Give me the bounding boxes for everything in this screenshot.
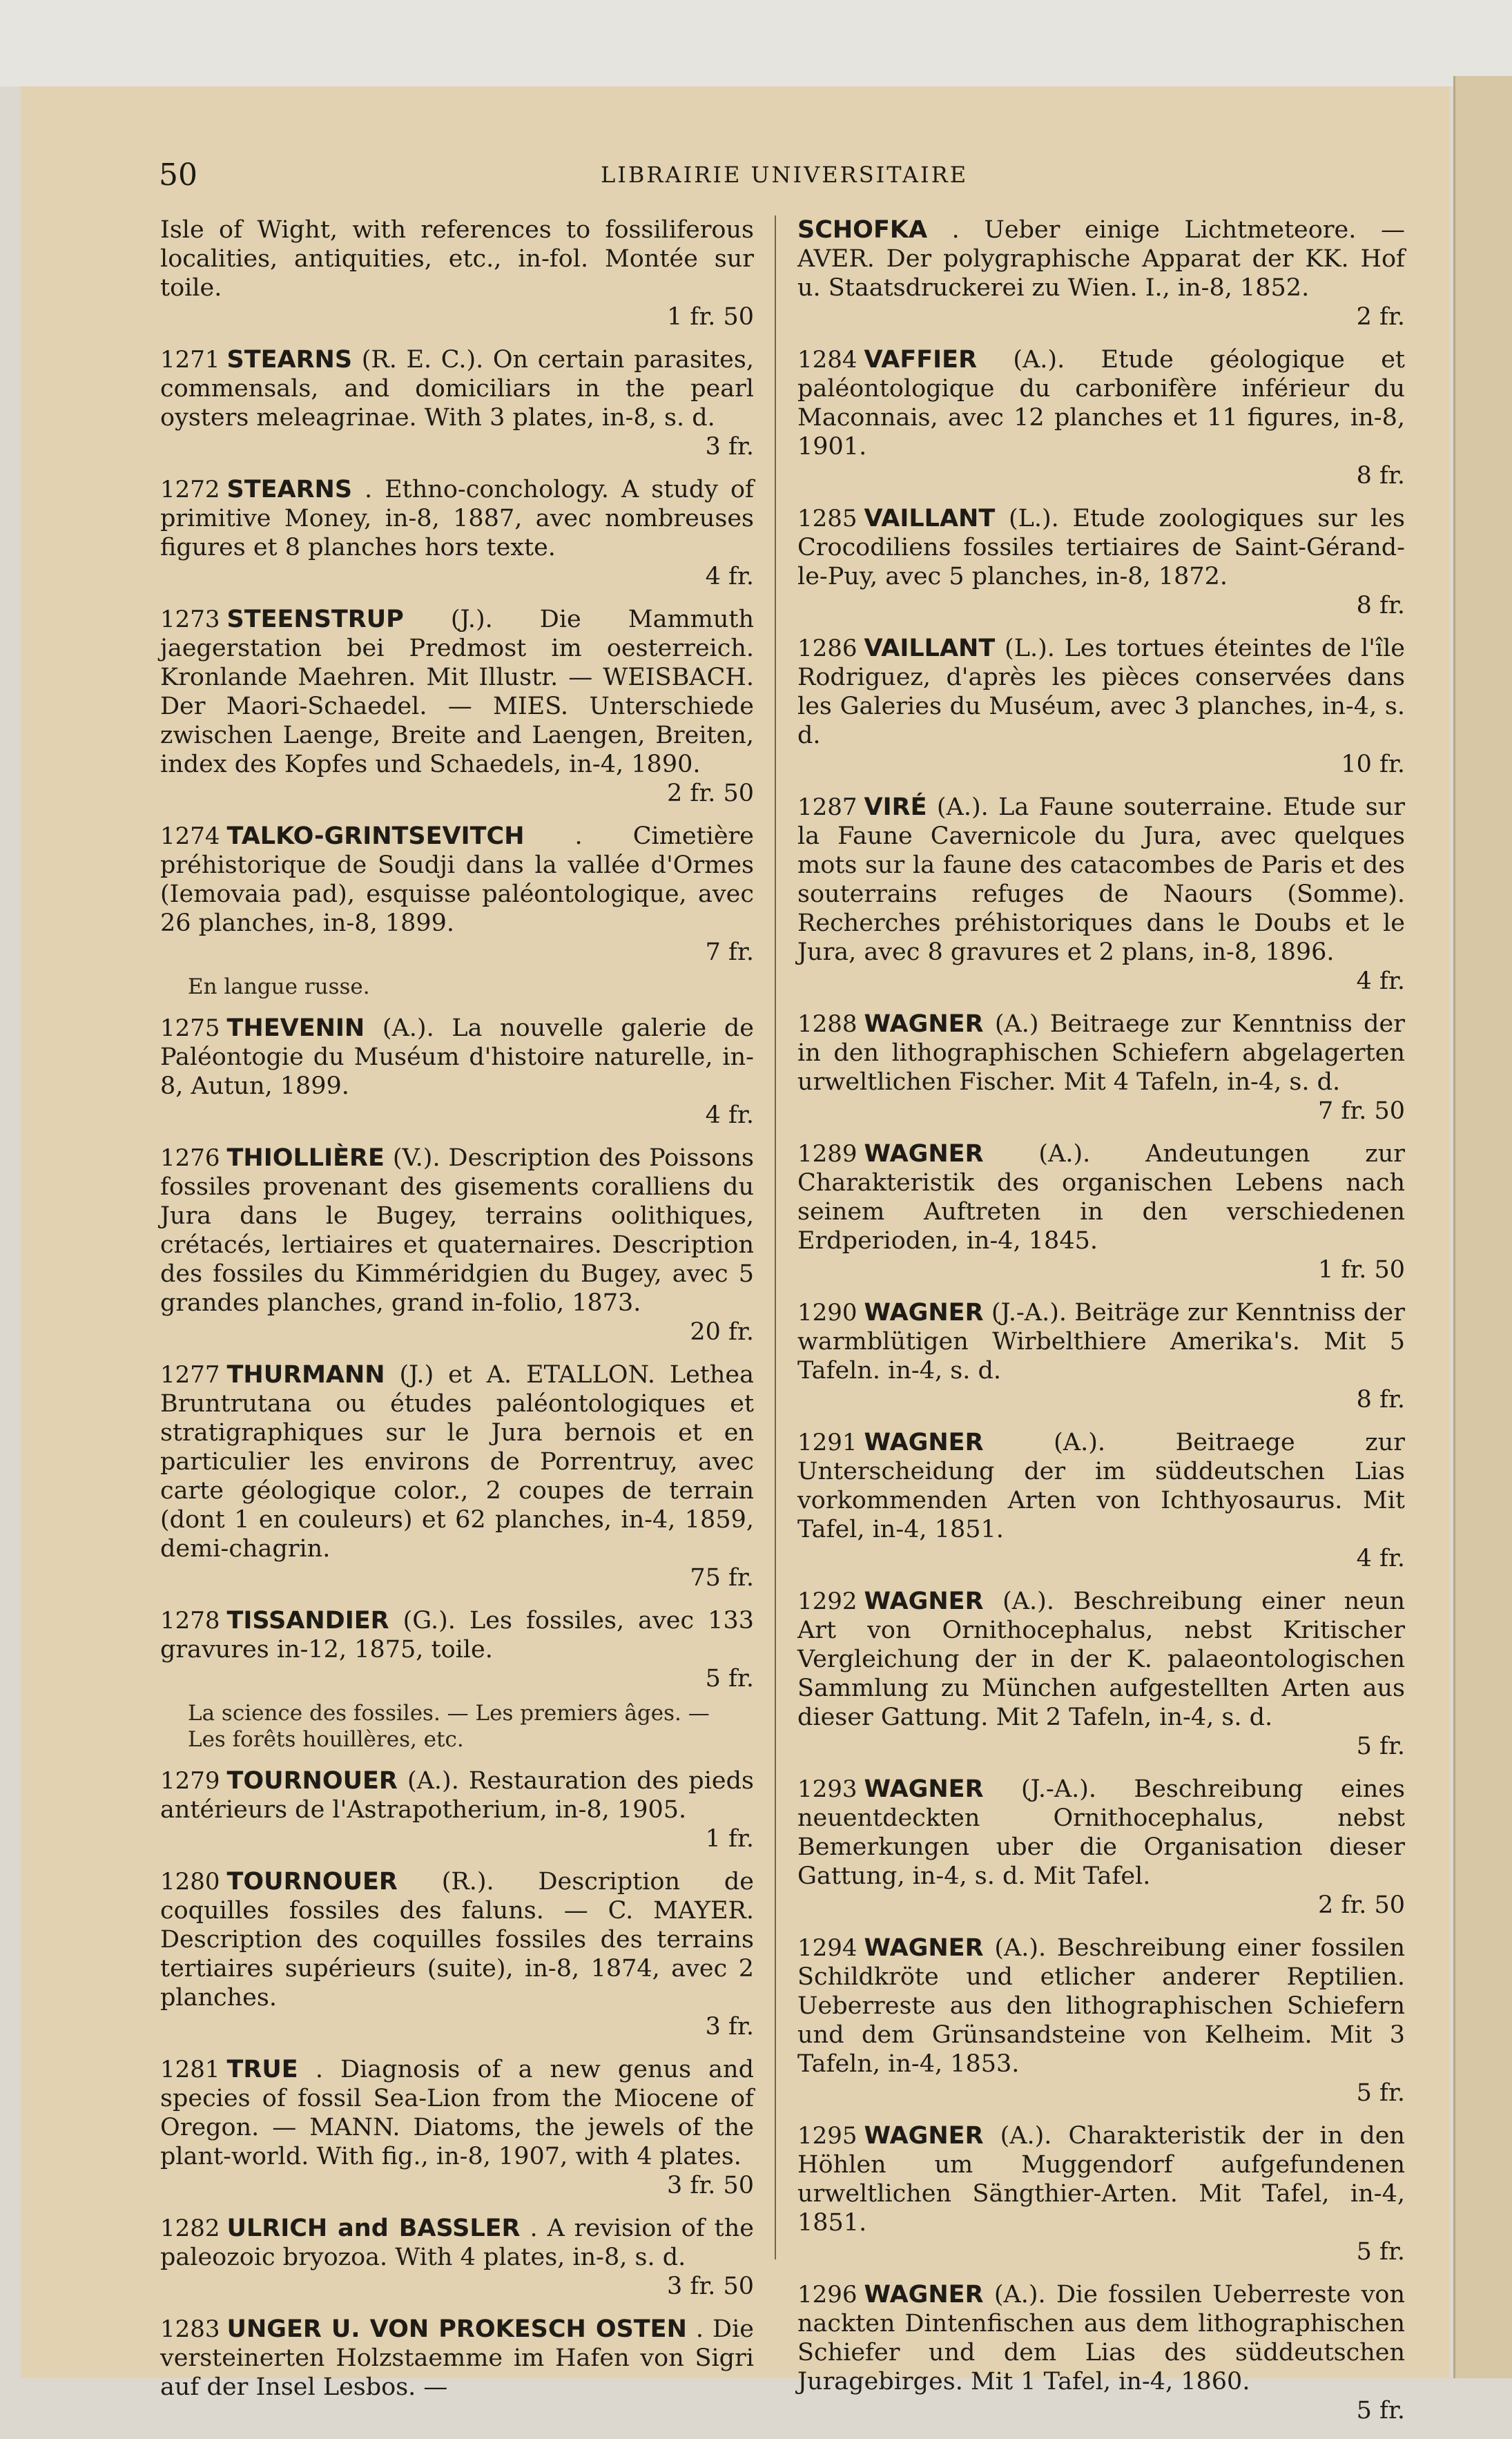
entry-text: . Cimetière préhistorique de Soudji dans la vallée d'Ormes (Iemovaia pad), esquisse paléontologique, avec 26 planches, in-8, 1899.: [160, 822, 754, 937]
entry-text: (A.). Charakteristik der in den Höhlen um Muggendorf aufgefundenen urweltlichen Sängthier-Arten. Mit Tafel, in-4, 1851.: [797, 2122, 1405, 2237]
entry-text: . A revision of the paleozoic bryozoa. With 4 plates, in-8, s. d.: [160, 2215, 754, 2271]
entry-text: Isle of Wight, with references to fossiliferous localities, antiquities, etc., in-fol. Montée sur toile.: [160, 216, 754, 302]
catalog-entry: [160, 1867, 754, 2041]
entry-text: . Die versteinerten Holzstaemme im Hafen von Sigri auf der Insel Lesbos. —: [160, 2315, 754, 2401]
scan-background: [0, 0, 1512, 86]
entry-number: 1285: [797, 505, 857, 532]
catalog-entry: [797, 504, 1405, 620]
entry-text: (L.). Les tortues éteintes de l'île Rodriguez, d'après les pièces conservées dans les Galeries du Muséum, avec 3 planches, in-4, s. d.: [797, 635, 1405, 749]
catalog-entry: [160, 1606, 754, 1693]
entry-text: (G.). Les fossiles, avec 133 gravures in-12, 1875, toile.: [160, 1607, 754, 1664]
entry-price: 2 fr. 50: [666, 780, 754, 807]
entry-number: 1279: [160, 1767, 220, 1795]
entry-author: THIOLLIÈRE: [226, 1144, 385, 1172]
page-number: 50: [159, 157, 197, 193]
entry-text: (R.). Description de coquilles fossiles des faluns. — C. MAYER. Description des coquilles fossiles des terrains tertiaires supérieurs (suite), in-8, 1874, avec 2 planches.: [160, 1868, 754, 2012]
entry-price: 7 fr. 50: [1317, 1097, 1405, 1125]
entry-number: 1295: [797, 2122, 857, 2150]
catalog-entry: [797, 1775, 1405, 1920]
entry-author: VAILLANT: [864, 505, 996, 532]
catalog-entry: [797, 2280, 1405, 2425]
entry-text: (A.). Etude géologique et paléontologique du carbonifère inférieur du Maconnais, avec 12 planches et 11 figures, in-8, 1901.: [797, 346, 1405, 461]
entry-number: 1271: [160, 346, 220, 374]
entry-author: TRUE: [226, 2056, 298, 2083]
entry-text: (R. E. C.). On certain parasites, commensals, and domiciliars in the pearl oysters meleagrinae. With 3 plates, in-8, s. d.: [160, 346, 754, 432]
catalog-entry: [160, 1144, 754, 1347]
catalog-entry: [160, 605, 754, 808]
entry-author: TOURNOUER: [226, 1868, 398, 1896]
entry-author: STEARNS: [226, 346, 353, 374]
entry-number: 1290: [797, 1299, 857, 1327]
entry-price: 3 fr. 50: [666, 2172, 754, 2199]
left-column: [160, 215, 754, 2416]
catalog-entry: [797, 345, 1405, 490]
entry-price: 3 fr. 50: [666, 2273, 754, 2300]
entry-number: 1275: [160, 1014, 220, 1042]
entry-author: WAGNER: [864, 1429, 984, 1456]
entry-number: 1278: [160, 1607, 220, 1635]
entry-price: 5 fr.: [1356, 2397, 1405, 2424]
entry-author: WAGNER: [864, 1299, 984, 1327]
entry-number: 1276: [160, 1144, 220, 1172]
entry-number: 1277: [160, 1361, 220, 1389]
entry-number: 1294: [797, 1934, 857, 1962]
entry-price: 1 fr. 50: [666, 303, 754, 331]
catalog-entry: [797, 215, 1405, 331]
entry-author: WAGNER: [864, 1588, 984, 1615]
entry-price: 7 fr.: [705, 938, 754, 966]
entry-price: 5 fr.: [705, 1665, 754, 1693]
entry-price: 8 fr.: [1356, 1386, 1405, 1414]
entry-number: 1280: [160, 1868, 220, 1896]
entry-number: 1293: [797, 1775, 857, 1803]
entry-price: 5 fr.: [1356, 2079, 1405, 2107]
entry-author: VIRÉ: [864, 793, 927, 821]
entry-author: WAGNER: [864, 1775, 984, 1803]
entry-text: (A.) Beitraege zur Kenntniss der in den lithographischen Schiefern abgelagerten urweltlichen Fischer. Mit 4 Tafeln, in-4, s. d.: [797, 1010, 1405, 1096]
catalog-entry: [160, 2315, 754, 2402]
entry-author: WAGNER: [864, 2122, 984, 2150]
entry-price: 2 fr. 50: [1317, 1891, 1405, 1919]
catalog-entry: [160, 345, 754, 461]
catalog-entry: [160, 1014, 754, 1130]
catalog-entry: [797, 793, 1405, 996]
entry-text: (A.). Beitraege zur Unterscheidung der im süddeutschen Lias vorkommenden Arten von Ichthyosaurus. Mit Tafel, in-4, 1851.: [797, 1429, 1405, 1543]
entry-number: 1287: [797, 793, 857, 821]
note-text: La science des fossiles. — Les premiers âges. — Les forêts houillères, etc.: [188, 1701, 710, 1752]
entry-price: 4 fr.: [1356, 1545, 1405, 1572]
entry-author: THEVENIN: [226, 1014, 365, 1042]
catalog-entry: [160, 822, 754, 967]
entry-text: (A.). Restauration des pieds antérieurs de l'Astrapotherium, in-8, 1905.: [160, 1767, 754, 1824]
entry-author: WAGNER: [864, 1010, 984, 1038]
catalog-entry: [797, 1139, 1405, 1284]
note-text: En langue russe.: [188, 974, 370, 999]
catalog-entry: [797, 2121, 1405, 2266]
entry-number: 1289: [797, 1140, 857, 1168]
entry-text: (A.). Beschreibung einer neun Art von Ornithocephalus, nebst Kritischer Vergleichung der in der K. palaeontologischen Sammlung zu München aufgestellten Arten aus dieser Gattung. Mit 2 Tafeln, in-4, s. d.: [797, 1588, 1405, 1731]
entry-text: (L.). Etude zoologiques sur les Crocodiliens fossiles tertiaires de Saint-Gérand-le-Puy, avec 5 planches, in-8, 1872.: [797, 505, 1405, 590]
entry-number: 1283: [160, 2315, 220, 2343]
catalog-note: [160, 974, 754, 1000]
entry-text: . Diagnosis of a new genus and species of fossil Sea-Lion from the Miocene of Oregon. — MANN. Diatoms, the jewels of the plant-world. With fig., in-8, 1907, with 4 plates.: [160, 2056, 754, 2170]
entry-number: 1272: [160, 476, 220, 503]
entry-number: 1292: [797, 1588, 857, 1615]
catalog-entry: [797, 1010, 1405, 1126]
entry-price: 1 fr. 50: [1317, 1256, 1405, 1284]
entry-price: 3 fr.: [705, 433, 754, 461]
entry-text: (A.). Die fossilen Ueberreste von nackten Dintenfischen aus dem lithographischen Schiefer und dem Lias des süddeutschen Juragebirges. Mit 1 Tafel, in-4, 1860.: [797, 2281, 1405, 2395]
entry-number: 1288: [797, 1010, 857, 1038]
entry-price: 5 fr.: [1356, 2238, 1405, 2266]
entry-author: STEENSTRUP: [226, 606, 404, 633]
catalog-entry: [160, 475, 754, 591]
entry-price: 10 fr.: [1341, 751, 1405, 778]
entry-number: 1286: [797, 635, 857, 662]
entry-text: (J.) et A. ETALLON. Lethea Bruntrutana ou études paléontologiques et stratigraphiques sur le Jura bernois et en particulier les environs de Porrentruy, avec carte géologique color., 2 coupes de terrain (dont 1 en couleurs) et 62 planches, in-4, 1859, demi-chagrin.: [160, 1361, 754, 1563]
entry-number: 1281: [160, 2056, 220, 2083]
catalog-entry: [797, 1298, 1405, 1414]
entry-price: 2 fr.: [1356, 303, 1405, 331]
entry-author: ULRICH and BASSLER: [226, 2215, 521, 2242]
catalog-entry: [160, 2214, 754, 2301]
right-column: [797, 215, 1405, 2439]
entry-author: WAGNER: [864, 1934, 984, 1962]
entry-text: (J.). Die Mammuth jaegerstation bei Predmost im oesterreich. Kronlande Maehren. Mit Illustr. — WEISBACH. Der Maori-Schaedel. — MIES. Unterschiede zwischen Laenge, Breite and Laengen, Breiten, index des Kopfes und Schaedels, in-4, 1890.: [160, 606, 754, 778]
catalog-note: [160, 1700, 754, 1753]
entry-author: SCHOFKA: [797, 216, 928, 244]
entry-price: 8 fr.: [1356, 592, 1405, 619]
entry-author: VAILLANT: [864, 635, 996, 662]
entry-number: 1296: [797, 2281, 857, 2308]
catalog-entry: [797, 1934, 1405, 2108]
entry-author: TISSANDIER: [226, 1607, 389, 1635]
catalog-entry: [160, 1360, 754, 1592]
entry-text: (J.-A.). Beschreibung eines neuentdeckten Ornithocephalus, nebst Bemerkungen uber die Organisation dieser Gattung, in-4, s. d. Mit Tafel.: [797, 1775, 1405, 1890]
catalog-entry: [797, 1587, 1405, 1761]
entry-price: 20 fr.: [690, 1318, 754, 1346]
entry-price: 3 fr.: [705, 2013, 754, 2041]
entry-text: (A.). La nouvelle galerie de Paléontogie du Muséum d'histoire naturelle, in-8, Autun, 1899.: [160, 1014, 754, 1100]
next-page-edge: [1453, 76, 1512, 2378]
entry-price: 5 fr.: [1356, 1733, 1405, 1760]
entry-number: 1291: [797, 1429, 857, 1456]
entry-author: TALKO-GRINTSEVITCH: [226, 822, 525, 850]
entry-text: (A.). Beschreibung einer fossilen Schildkröte und etlicher anderer Reptilien. Ueberreste aus den lithographischen Schiefern und dem Grünsandsteine von Kelheim. Mit 3 Tafeln, in-4, 1853.: [797, 1934, 1405, 2078]
entry-text: (A.). La Faune souterraine. Etude sur la Faune Cavernicole du Jura, avec quelques mots sur la faune des catacombes de Paris et des souterrains refuges de Naours (Somme). Recherches préhistoriques dans le Doubs et le Jura, avec 8 gravures et 2 plans, in-8, 1896.: [797, 793, 1405, 966]
entry-number: 1284: [797, 346, 857, 374]
entry-number: 1274: [160, 822, 220, 850]
running-head: [159, 157, 1332, 192]
entry-price: 4 fr.: [705, 563, 754, 590]
page-header-title: LIBRAIRIE UNIVERSITAIRE: [601, 162, 969, 188]
entry-text: (V.). Description des Poissons fossiles provenant des gisements coralliens du Jura dans le Bugey, terrains oolithiques, crétacés, lertiaires et quaternaires. Description des fossiles du Kimméridgien du Bugey, avec 5 grandes planches, grand in-folio, 1873.: [160, 1144, 754, 1317]
entry-author: VAFFIER: [864, 346, 978, 374]
entry-author: WAGNER: [864, 1140, 984, 1168]
catalog-entry: [797, 634, 1405, 779]
entry-text: . Ethno-conchology. A study of primitive Money, in-8, 1887, avec nombreuses figures et 8 planches hors texte.: [160, 476, 754, 561]
entry-price: 8 fr.: [1356, 462, 1405, 490]
entry-text: (A.). Andeutungen zur Charakteristik des organischen Lebens nach seinem Auftreten in den verschiedenen Erdperioden, in-4, 1845.: [797, 1140, 1405, 1255]
entry-number: 1273: [160, 606, 220, 633]
entry-author: TOURNOUER: [226, 1767, 398, 1795]
catalog-entry: [797, 1428, 1405, 1573]
entry-price: 1 fr.: [705, 1825, 754, 1853]
entry-price: 4 fr.: [1356, 967, 1405, 995]
entry-author: THURMANN: [226, 1361, 385, 1389]
catalog-entry: [160, 215, 754, 331]
entry-author: UNGER U. VON PROKESCH OSTEN: [226, 2315, 687, 2343]
entry-text: (J.-A.). Beiträge zur Kenntniss der warmblütigen Wirbelthiere Amerika's. Mit 5 Tafeln. in-4, s. d.: [797, 1299, 1405, 1385]
column-divider: [775, 215, 776, 2259]
entry-price: 4 fr.: [705, 1101, 754, 1129]
entry-number: 1282: [160, 2215, 220, 2242]
entry-author: STEARNS: [226, 476, 353, 503]
entry-author: WAGNER: [864, 2281, 984, 2308]
entry-text: . Ueber einige Lichtmeteore. — AVER. Der polygraphische Apparat der KK. Hof u. Staatsdruckerei zu Wien. I., in-8, 1852.: [797, 216, 1405, 302]
catalog-entry: [160, 2055, 754, 2200]
entry-price: 75 fr.: [690, 1564, 754, 1592]
catalog-entry: [160, 1766, 754, 1853]
